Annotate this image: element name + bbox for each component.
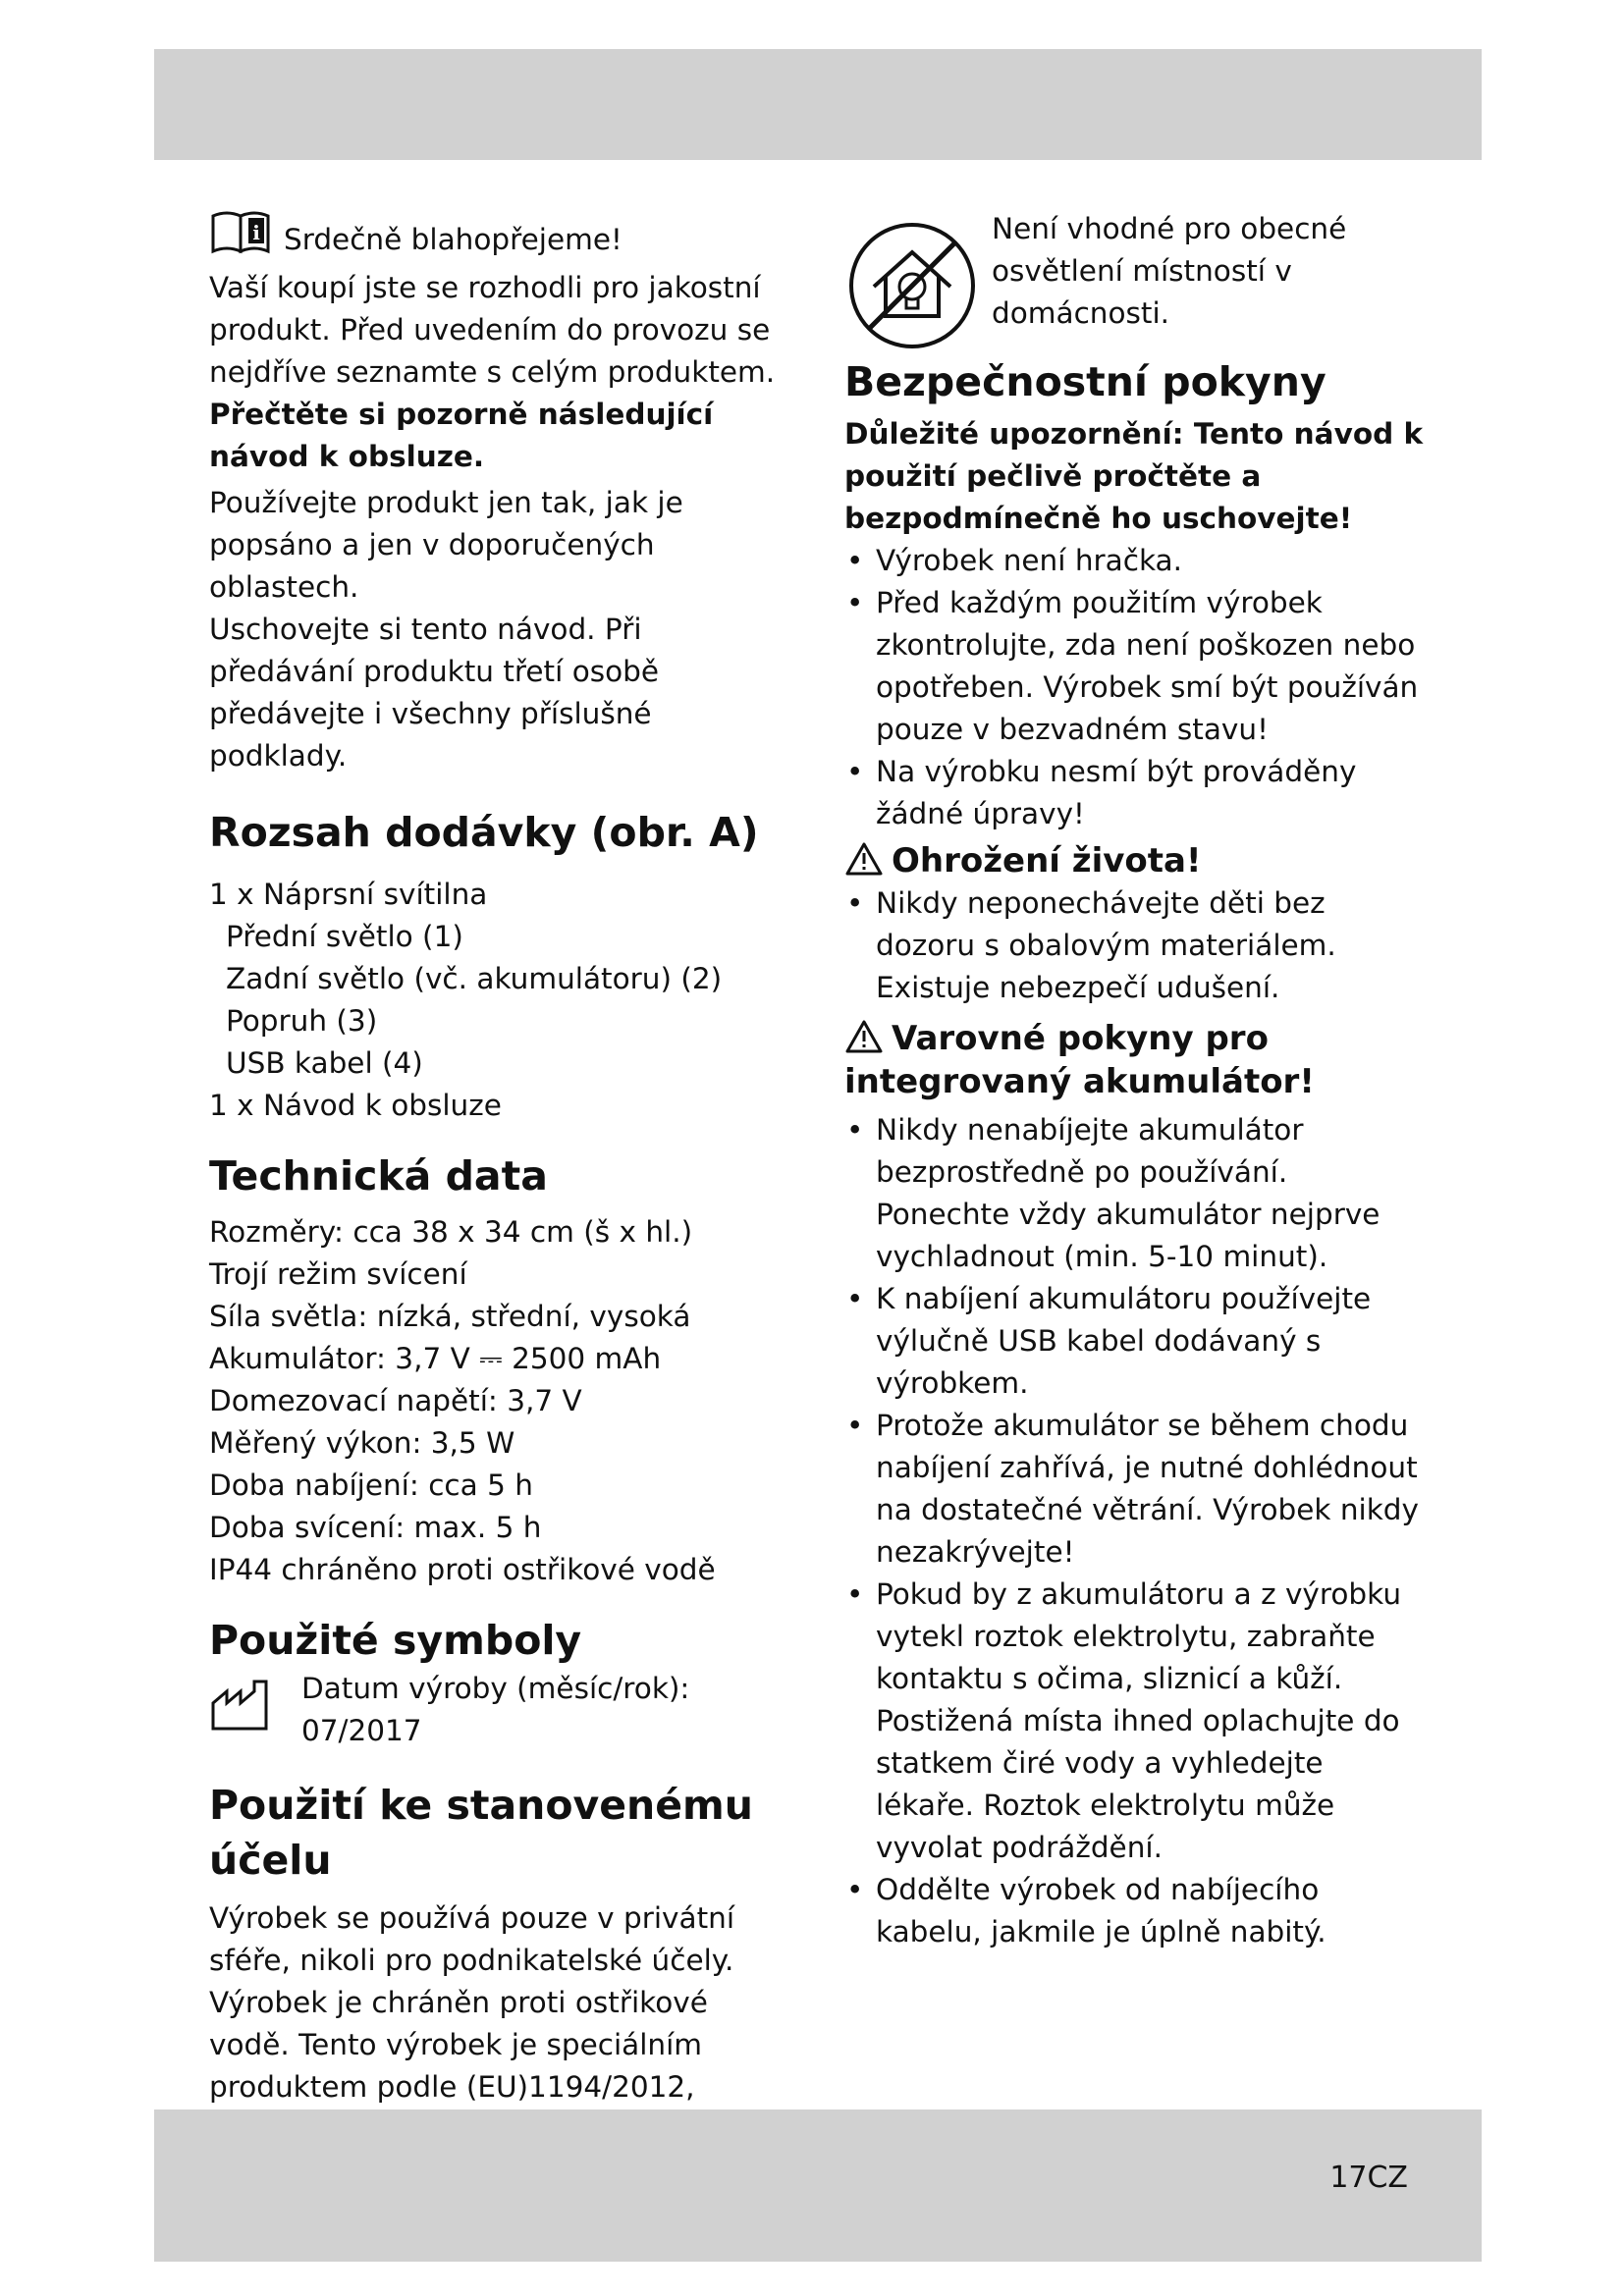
intro-paragraph-3: Uschovejte si tento návod. Při předávání produktu třetí osobě předávejte i všechny příslušné podklady. [209,613,660,773]
safety-heading: Bezpečnostní pokyny [844,358,1326,405]
list-item: • Nikdy nenabíjejte akumulátor bezprostředně po používání. Ponechte vždy akumulátor nejprve vychladnout (min. 5-10 minut). [844,1109,1424,1278]
right-column [844,208,1424,1953]
tech-line: IP44 chráněno proti ostřikové vodě [209,1553,716,1586]
tech-line: Doba svícení: max. 5 h [209,1511,542,1544]
list-item: • Na výrobku nesmí být prováděny žádné úpravy! [844,751,1424,835]
tech-line: Síla světla: nízká, střední, vysoká [209,1300,691,1333]
not-suitable-notice [844,208,1424,335]
manufacture-date-text: Datum výroby (měsíc/rok): 07/2017 [301,1672,690,1747]
list-item: • Oddělte výrobek od nabíjecího kabelu, jakmile je úplně nabitý. [844,1869,1424,1953]
header-band [154,49,1482,160]
list-item: • Před každým použitím výrobek zkontrolujte, zda není poškozen nebo opotřeben. Výrobek smí být používán pouze v bezvadném stavu! [844,582,1424,751]
symbols-heading: Použité symboly [209,1617,582,1664]
scope-item: Popruh (3) [226,1004,378,1038]
intro-bold-notice: Přečtěte si pozorně následující návod k obsluze. [209,398,714,473]
left-column [209,208,788,2235]
intro-paragraph-1: Vaší koupí jste se rozhodli pro jakostní produkt. Před uvedením do provozu se nejdříve seznamte s celým produktem. [209,271,776,389]
battery-heading [844,1017,1424,1103]
manufacture-date-row [209,1668,788,1752]
intro-paragraph-2: Používejte produkt jen tak, jak je popsáno a jen v doporučených oblastech. [209,486,683,604]
page-number: 17CZ [1329,2161,1408,2195]
battery-title: Varovné pokyny pro integrovaný akumulátor! [844,1019,1315,1101]
battery-list [844,1109,1424,1953]
svg-text:i: i [252,221,260,244]
tech-line: Trojí režim svícení [209,1257,467,1291]
read-manual-icon [209,208,276,267]
warning-triangle-icon [844,1019,884,1054]
intro-greeting: Srdečně blahopřejeme! [284,223,623,256]
scope-item: Zadní světlo (vč. akumulátoru) (2) [226,962,723,995]
intro-greeting-line [209,208,788,267]
factory-icon [209,1672,290,1733]
no-household-lighting-icon [844,218,980,353]
list-item: • Nikdy neponechávejte děti bez dozoru s obalovým materiálem. Existuje nebezpečí udušení. [844,882,1424,1009]
tech-line: Rozměry: cca 38 x 34 cm (š x hl.) [209,1215,693,1249]
list-item: • K nabíjení akumulátoru používejte výlučně USB kabel dodávaný s výrobkem. [844,1278,1424,1405]
footer-band [154,2109,1482,2262]
danger-heading [844,839,1424,882]
purpose-text: Výrobek se používá pouze v privátní sféře, nikoli pro podnikatelské účely. Výrobek je chráněn proti ostřikové vodě. Tento výrobek je speciálním produktem podle (EU)1194/2012, [209,1901,735,2104]
safety-important: Důležité upozornění: Tento návod k použití pečlivě pročtěte a bezpodmínečně ho uschovejte! [844,417,1424,535]
scope-line-1: 1 x Náprsní svítilna [209,878,488,911]
safety-list [844,540,1424,835]
tech-line: Domezovací napětí: 3,7 V [209,1384,582,1417]
tech-heading: Technická data [209,1152,548,1200]
danger-title: Ohrožení života! [892,841,1202,881]
scope-heading: Rozsah dodávky (obr. A) [209,809,759,856]
purpose-heading: Použití ke stanovenému účelu [209,1782,753,1884]
tech-line: Akumulátor: 3,7 V ⎓ 2500 mAh [209,1342,662,1375]
tech-line: Doba nabíjení: cca 5 h [209,1468,533,1502]
scope-item: Přední světlo (1) [226,920,463,953]
not-suitable-text: Není vhodné pro obecné osvětlení místností v domácnosti. [992,212,1347,330]
scope-line-2: 1 x Návod k obsluze [209,1089,502,1122]
tech-line: Měřený výkon: 3,5 W [209,1426,515,1460]
list-item: • Pokud by z akumulátoru a z výrobku vytekl roztok elektrolytu, zabraňte kontaktu s očima, sliznicí a kůží. Postižená místa ihned oplachujte do statkem čiré vody a vyhledejte lékaře. Roztok elektrolytu může vyvolat podráždění. [844,1574,1424,1869]
list-item: • Protože akumulátor se během chodu nabíjení zahřívá, je nutné dohlédnout na dostatečné větrání. Výrobek nikdy nezakrývejte! [844,1405,1424,1574]
scope-item: USB kabel (4) [226,1046,423,1080]
warning-triangle-icon [844,841,884,877]
list-item: • Výrobek není hračka. [844,540,1424,582]
danger-list [844,882,1424,1009]
